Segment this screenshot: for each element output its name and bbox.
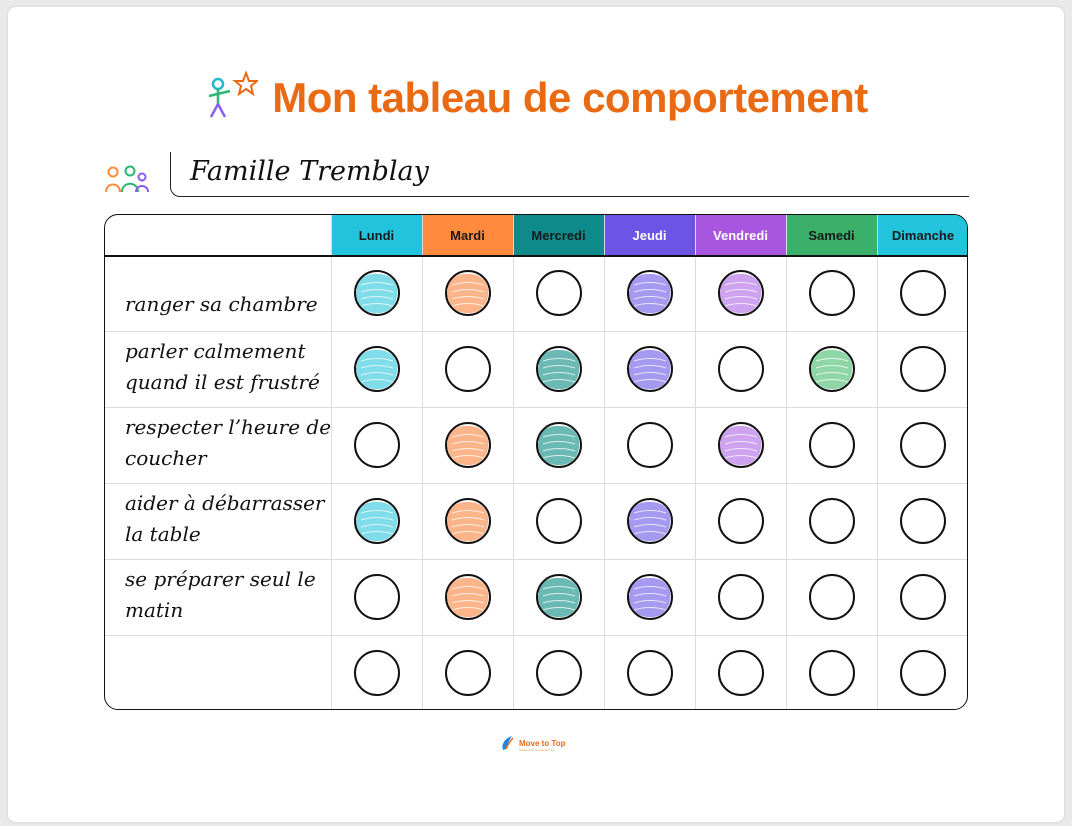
- circle-outline: [901, 271, 945, 315]
- circle-outline: [901, 575, 945, 619]
- empty-circle[interactable]: [440, 645, 496, 701]
- grid-row-divider: [105, 635, 968, 636]
- checked-circle[interactable]: [349, 341, 405, 397]
- empty-circle[interactable]: [804, 569, 860, 625]
- empty-circle[interactable]: [622, 417, 678, 473]
- circle-outline: [628, 423, 672, 467]
- behavior-label: aider à débarrasser la table: [125, 491, 325, 546]
- day-header-mercredi: Mercredi: [513, 215, 604, 255]
- circle-outline: [537, 499, 581, 543]
- circle-outline: [719, 347, 763, 391]
- circle-outline: [719, 575, 763, 619]
- checked-circle[interactable]: [531, 569, 587, 625]
- checked-circle[interactable]: [531, 417, 587, 473]
- grid-row-divider: [105, 407, 968, 408]
- grid-row-divider: [105, 559, 968, 560]
- day-header-lundi: Lundi: [331, 215, 422, 255]
- empty-circle[interactable]: [531, 645, 587, 701]
- family-icon: [104, 164, 150, 199]
- empty-circle[interactable]: [895, 417, 951, 473]
- empty-circle[interactable]: [349, 645, 405, 701]
- circle-outline: [810, 271, 854, 315]
- brand-tagline: Tableau de Comportement: [519, 748, 555, 752]
- grid-row-divider: [105, 331, 968, 332]
- circle-outline: [355, 575, 399, 619]
- empty-circle[interactable]: [531, 493, 587, 549]
- checked-circle[interactable]: [349, 265, 405, 321]
- stick-figure-star-icon: [204, 71, 258, 126]
- circle-outline: [901, 499, 945, 543]
- checked-circle[interactable]: [713, 265, 769, 321]
- circle-outline: [810, 575, 854, 619]
- checked-circle[interactable]: [349, 493, 405, 549]
- empty-circle[interactable]: [622, 645, 678, 701]
- empty-circle[interactable]: [713, 341, 769, 397]
- empty-circle[interactable]: [895, 569, 951, 625]
- page-title: Mon tableau de comportement: [272, 74, 868, 121]
- checked-circle[interactable]: [622, 265, 678, 321]
- checked-circle[interactable]: [440, 493, 496, 549]
- empty-circle[interactable]: [713, 493, 769, 549]
- empty-circle[interactable]: [895, 265, 951, 321]
- empty-circle[interactable]: [895, 341, 951, 397]
- empty-circle[interactable]: [713, 645, 769, 701]
- behavior-label: se préparer seul le matin: [125, 567, 316, 622]
- empty-circle[interactable]: [713, 569, 769, 625]
- checked-circle[interactable]: [531, 341, 587, 397]
- checked-circle[interactable]: [713, 417, 769, 473]
- empty-circle[interactable]: [349, 417, 405, 473]
- day-header-dimanche: Dimanche: [877, 215, 968, 255]
- grid-row-divider: [105, 483, 968, 484]
- circle-outline: [355, 651, 399, 695]
- empty-circle[interactable]: [804, 265, 860, 321]
- circle-outline: [901, 651, 945, 695]
- behavior-grid: [104, 214, 968, 710]
- day-header-jeudi: Jeudi: [604, 215, 695, 255]
- checked-circle[interactable]: [622, 341, 678, 397]
- circle-outline: [901, 423, 945, 467]
- checked-circle[interactable]: [440, 265, 496, 321]
- circle-outline: [537, 651, 581, 695]
- title-row: [0, 70, 1072, 126]
- day-header-samedi: Samedi: [786, 215, 877, 255]
- circle-outline: [628, 651, 672, 695]
- circle-outline: [810, 499, 854, 543]
- checked-circle[interactable]: [622, 569, 678, 625]
- brand-pen-icon: [500, 734, 516, 757]
- empty-circle[interactable]: [804, 645, 860, 701]
- circle-outline: [901, 347, 945, 391]
- empty-circle[interactable]: [349, 569, 405, 625]
- behavior-label: respecter l’heure de coucher: [125, 415, 332, 470]
- behavior-label: ranger sa chambre: [125, 292, 318, 316]
- empty-circle[interactable]: [895, 645, 951, 701]
- circle-outline: [446, 347, 490, 391]
- empty-circle[interactable]: [804, 493, 860, 549]
- empty-circle[interactable]: [531, 265, 587, 321]
- checked-circle[interactable]: [804, 341, 860, 397]
- family-name[interactable]: Famille Tremblay: [190, 156, 429, 187]
- checked-circle[interactable]: [440, 417, 496, 473]
- circle-outline: [719, 651, 763, 695]
- empty-circle[interactable]: [895, 493, 951, 549]
- day-header-mardi: Mardi: [422, 215, 513, 255]
- circle-outline: [719, 499, 763, 543]
- behavior-label: parler calmement quand il est frustré: [125, 339, 320, 394]
- header-divider: [105, 255, 968, 257]
- checked-circle[interactable]: [440, 569, 496, 625]
- circle-outline: [446, 651, 490, 695]
- empty-circle[interactable]: [440, 341, 496, 397]
- brand-logo: [500, 734, 566, 757]
- day-header-vendredi: Vendredi: [695, 215, 786, 255]
- circle-outline: [355, 423, 399, 467]
- brand-name: Move to Top: [519, 739, 566, 748]
- checked-circle[interactable]: [622, 493, 678, 549]
- circle-outline: [537, 271, 581, 315]
- circle-outline: [810, 651, 854, 695]
- circle-outline: [810, 423, 854, 467]
- empty-circle[interactable]: [804, 417, 860, 473]
